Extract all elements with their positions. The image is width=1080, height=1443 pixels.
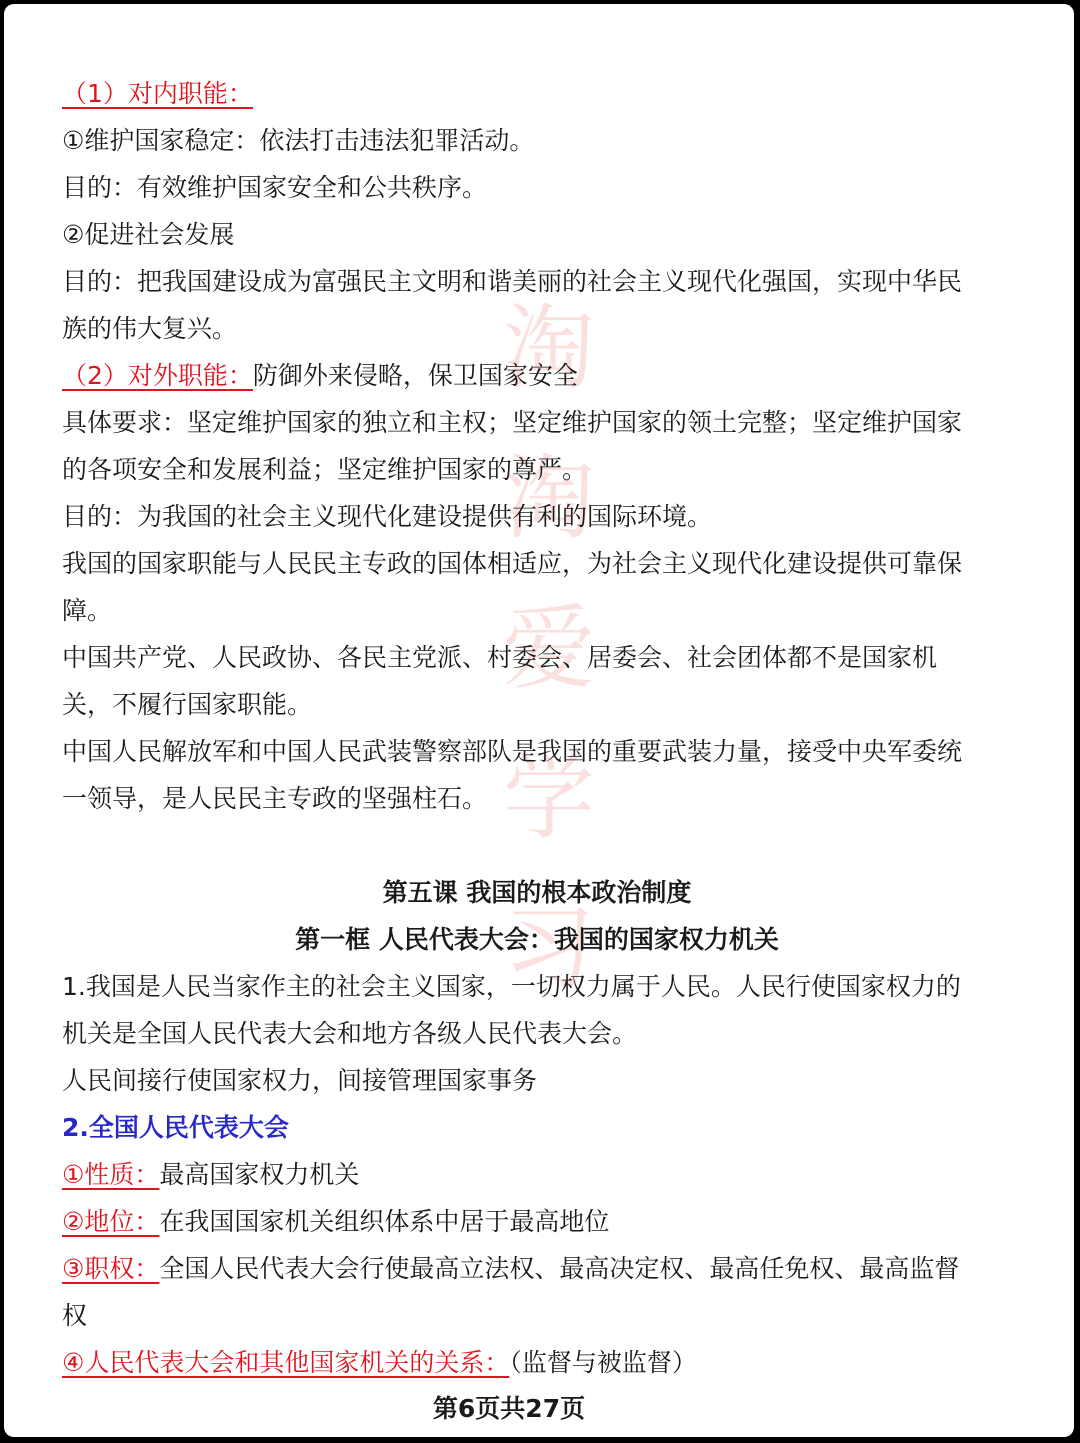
paragraph: 一领导，是人民民主专政的坚强柱石。 xyxy=(62,784,488,813)
paragraph: 具体要求：坚定维护国家的独立和主权；坚定维护国家的领土完整；坚定维护国家 xyxy=(62,408,963,437)
document-page xyxy=(4,4,1074,1437)
external-functions-heading: （2）对外职能： xyxy=(62,361,253,390)
paragraph: 中国人民解放军和中国人民武装警察部队是我国的重要武装力量，接受中央军委统 xyxy=(62,737,963,766)
status-line: ②地位：在我国国家机关组织体系中居于最高地位 xyxy=(62,1207,610,1236)
paragraph: 关，不履行国家职能。 xyxy=(62,690,313,719)
watermark-char: 学 xyxy=(502,745,595,852)
paragraph: ①维护国家稳定：依法打击违法犯罪活动。 xyxy=(62,126,535,155)
powers-label: ③职权： xyxy=(62,1254,160,1283)
paragraph: 我国的国家职能与人民民主专政的国体相适应，为社会主义现代化建设提供可靠保 xyxy=(62,549,963,578)
paragraph: 障。 xyxy=(62,596,113,625)
paragraph: 族的伟大复兴。 xyxy=(62,314,238,343)
watermark-char: 淘 xyxy=(502,295,595,402)
paragraph: 权 xyxy=(62,1301,88,1330)
npc-heading: 2.全国人民代表大会 xyxy=(62,1113,289,1142)
paragraph: 中国共产党、人民政协、各民主党派、村委会、居委会、社会团体都不是国家机 xyxy=(62,643,938,672)
paragraph: 的各项安全和发展利益；坚定维护国家的尊严。 xyxy=(62,455,588,484)
document-body xyxy=(62,70,1012,1386)
paragraph: ②促进社会发展 xyxy=(62,220,235,249)
internal-functions-heading: （1）对内职能： xyxy=(62,79,253,108)
relation-label: ④人民代表大会和其他国家机关的关系： xyxy=(62,1348,510,1377)
powers-line: ③职权：全国人民代表大会行使最高立法权、最高决定权、最高任免权、最高监督 xyxy=(62,1254,960,1283)
paragraph: 1.我国是人民当家作主的社会主义国家，一切权力属于人民。人民行使国家权力的 xyxy=(62,972,961,1001)
watermark-char: 爱 xyxy=(502,595,595,702)
paragraph: 人民间接行使国家权力，间接管理国家事务 xyxy=(62,1066,538,1095)
nature-label: ①性质： xyxy=(62,1160,160,1189)
paragraph: 机关是全国人民代表大会和地方各级人民代表大会。 xyxy=(62,1019,638,1048)
paragraph: 目的：把我国建设成为富强民主文明和谐美丽的社会主义现代化强国，实现中华民 xyxy=(62,267,963,296)
watermark-char: 习 xyxy=(502,895,595,1002)
paragraph: 目的：为我国的社会主义现代化建设提供有利的国际环境。 xyxy=(62,502,713,531)
paragraph: 目的：有效维护国家安全和公共秩序。 xyxy=(62,173,488,202)
lesson-title: 第五课 我国的根本政治制度 xyxy=(382,878,692,907)
status-label: ②地位： xyxy=(62,1207,160,1236)
section-title: 第一框 人民代表大会：我国的国家权力机关 xyxy=(295,925,779,954)
page-number: 第6页共27页 xyxy=(432,1394,586,1423)
watermark-char: 淘 xyxy=(502,445,595,552)
relation-line: ④人民代表大会和其他国家机关的关系：（监督与被监督） xyxy=(62,1348,697,1377)
nature-line: ①性质：最高国家权力机关 xyxy=(62,1160,360,1189)
external-functions-line: （2）对外职能：防御外来侵略，保卫国家安全 xyxy=(62,361,578,390)
